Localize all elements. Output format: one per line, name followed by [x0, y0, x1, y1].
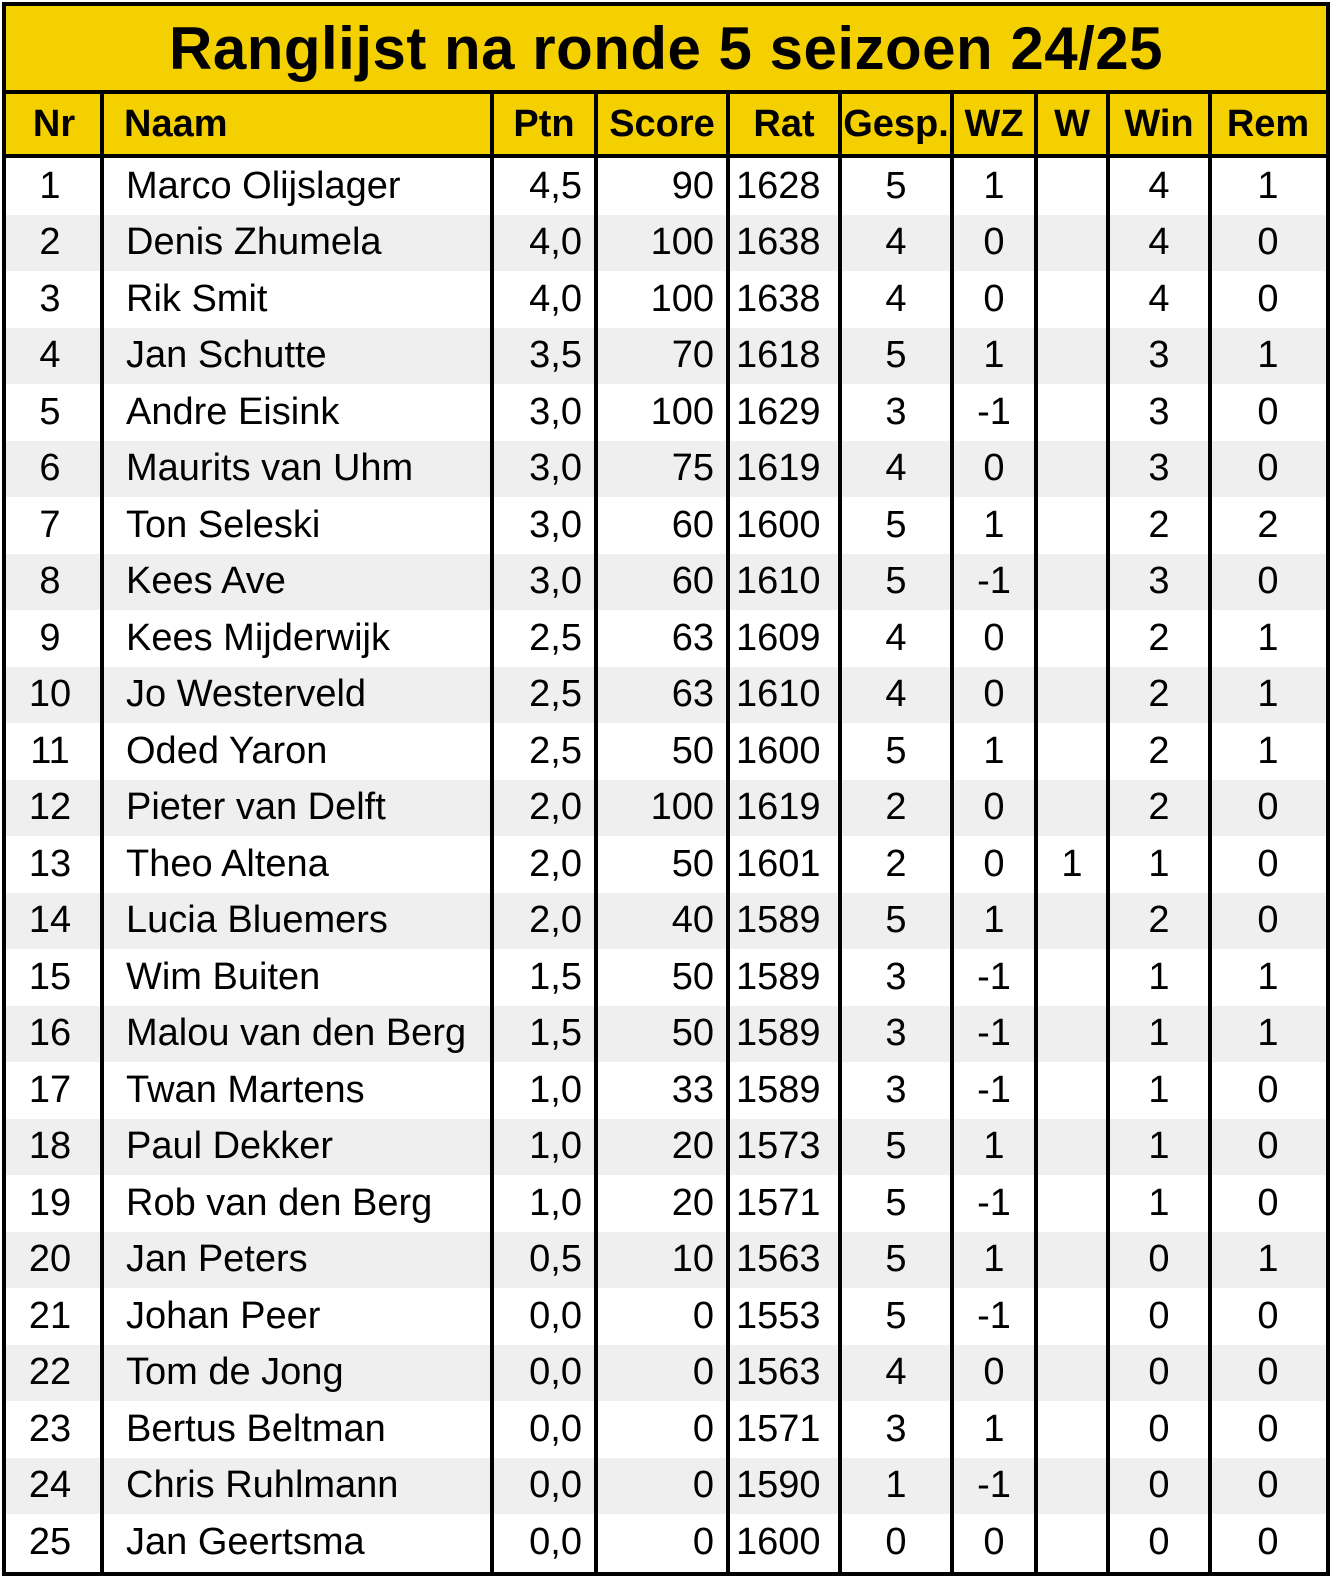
header-ptn: Ptn	[492, 94, 596, 156]
cell-ptn: 4,5	[529, 164, 582, 207]
cell-rat: 1563	[728, 1345, 840, 1402]
cell-rem: 1	[1257, 729, 1279, 772]
cell-ptn: 1,0	[529, 1068, 582, 1111]
cell-wz: -1	[952, 554, 1036, 611]
cell-naam: Marco Olijslager	[126, 164, 401, 207]
cell-win: 2	[1108, 667, 1210, 724]
cell-win: 0	[1108, 1458, 1210, 1515]
cell-rat: 1589	[728, 893, 840, 950]
cell-gesp: 3	[885, 390, 907, 433]
cell-rat: 1589	[736, 1068, 821, 1111]
cell-rat: 1571	[736, 1407, 821, 1450]
column-divider	[100, 94, 104, 1576]
cell-win: 2	[1148, 616, 1170, 659]
cell-wz: -1	[977, 1294, 1011, 1337]
cell-rat: 1619	[728, 441, 840, 498]
cell-rem: 0	[1210, 1345, 1326, 1402]
cell-naam: Twan Martens	[126, 1068, 365, 1111]
header-win: Win	[1108, 94, 1210, 156]
column-divider	[1208, 94, 1212, 1576]
cell-gesp: 5	[885, 1294, 907, 1337]
column-divider	[838, 94, 842, 1576]
cell-rem: 0	[1257, 1407, 1279, 1450]
cell-score: 50	[671, 955, 714, 998]
cell-rat: 1571	[736, 1181, 821, 1224]
cell-nr: 23	[28, 1407, 72, 1450]
cell-ptn: 1,5	[529, 955, 582, 998]
cell-score: 0	[692, 1520, 714, 1563]
cell-gesp: 4	[885, 616, 907, 659]
column-dividers	[6, 94, 1326, 1576]
cell-win: 3	[1108, 554, 1210, 611]
cell-nr: 17	[28, 1068, 72, 1111]
cell-ptn: 1,5	[492, 1006, 596, 1063]
cell-rat: 1638	[736, 277, 821, 320]
cell-win: 0	[1108, 1232, 1210, 1289]
cell-naam: Chris Ruhlmann	[102, 1458, 492, 1515]
cell-naam: Jan Schutte	[102, 328, 492, 385]
cell-ptn: 4,0	[529, 277, 582, 320]
cell-score: 60	[671, 503, 714, 546]
cell-naam: Jan Peters	[102, 1232, 492, 1289]
cell-rat: 1638	[728, 215, 840, 272]
cell-gesp: 5	[840, 1232, 952, 1289]
cell-gesp: 5	[840, 1119, 952, 1176]
cell-win: 2	[1148, 503, 1170, 546]
cell-wz: 0	[983, 616, 1005, 659]
cell-score: 50	[671, 842, 714, 885]
column-divider	[950, 94, 954, 1576]
cell-wz: 0	[952, 667, 1036, 724]
cell-gesp: 5	[840, 554, 952, 611]
cell-win: 1	[1108, 1006, 1210, 1063]
cell-win: 1	[1148, 955, 1170, 998]
cell-nr: 3	[39, 277, 61, 320]
cell-nr: 5	[39, 390, 61, 433]
cell-naam: Lucia Bluemers	[102, 893, 492, 950]
cell-nr: 21	[28, 1294, 72, 1337]
cell-wz: 0	[952, 1345, 1036, 1402]
cell-rem: 1	[1257, 955, 1279, 998]
header-nr: Nr	[6, 94, 102, 156]
cell-ptn: 2,5	[529, 729, 582, 772]
cell-nr: 24	[6, 1458, 102, 1515]
cell-nr: 2	[6, 215, 102, 272]
cell-rat: 1601	[736, 842, 821, 885]
cell-wz: 1	[952, 328, 1036, 385]
cell-score: 75	[596, 441, 728, 498]
cell-ptn: 0,0	[492, 1458, 596, 1515]
cell-ptn: 1,0	[492, 1119, 596, 1176]
cell-rat: 1629	[736, 390, 821, 433]
cell-gesp: 3	[885, 955, 907, 998]
cell-wz: 0	[952, 215, 1036, 272]
cell-score: 33	[671, 1068, 714, 1111]
cell-win: 1	[1108, 1119, 1210, 1176]
cell-win: 3	[1108, 328, 1210, 385]
cell-nr: 10	[6, 667, 102, 724]
column-divider	[1106, 94, 1110, 1576]
cell-win: 0	[1108, 1345, 1210, 1402]
cell-gesp: 5	[840, 328, 952, 385]
ranking-sheet	[2, 2, 1330, 1576]
cell-rat: 1619	[728, 780, 840, 837]
cell-wz: 0	[983, 277, 1005, 320]
cell-score: 50	[596, 1006, 728, 1063]
header-w: W	[1036, 94, 1108, 156]
cell-gesp: 4	[840, 441, 952, 498]
cell-score: 0	[692, 1294, 714, 1337]
cell-nr: 13	[28, 842, 72, 885]
cell-ptn: 4,0	[492, 215, 596, 272]
header-rem: Rem	[1210, 94, 1326, 156]
cell-score: 100	[650, 390, 714, 433]
cell-wz: -1	[952, 1458, 1036, 1515]
cell-rem: 0	[1257, 1181, 1279, 1224]
column-divider	[726, 94, 730, 1576]
cell-wz: 1	[952, 1119, 1036, 1176]
cell-rem: 1	[1210, 1232, 1326, 1289]
cell-rat: 1609	[736, 616, 821, 659]
cell-rem: 0	[1257, 277, 1279, 320]
cell-gesp: 3	[885, 1068, 907, 1111]
cell-score: 0	[692, 1407, 714, 1450]
cell-rat: 1610	[728, 554, 840, 611]
cell-rat: 1563	[728, 1232, 840, 1289]
cell-nr: 4	[6, 328, 102, 385]
cell-score: 100	[596, 780, 728, 837]
cell-gesp: 4	[885, 277, 907, 320]
cell-win: 3	[1148, 390, 1170, 433]
cell-rat: 1589	[736, 955, 821, 998]
cell-score: 70	[596, 328, 728, 385]
cell-ptn: 0,0	[492, 1345, 596, 1402]
cell-rem: 0	[1210, 1458, 1326, 1515]
cell-rem: 0	[1257, 1068, 1279, 1111]
cell-ptn: 2,5	[492, 667, 596, 724]
header-wz: WZ	[952, 94, 1036, 156]
cell-gesp: 3	[885, 1407, 907, 1450]
cell-naam: Tom de Jong	[102, 1345, 492, 1402]
cell-naam: Kees Mijderwijk	[126, 616, 390, 659]
cell-gesp: 4	[840, 1345, 952, 1402]
cell-nr: 11	[30, 729, 70, 772]
cell-rat: 1590	[728, 1458, 840, 1515]
column-divider	[594, 94, 598, 1576]
header-rat: Rat	[728, 94, 840, 156]
cell-rat: 1618	[728, 328, 840, 385]
cell-ptn: 3,0	[492, 441, 596, 498]
cell-nr: 15	[28, 955, 72, 998]
cell-win: 0	[1148, 1294, 1170, 1337]
header-score: Score	[596, 94, 728, 156]
cell-win: 1	[1148, 1068, 1170, 1111]
cell-naam: Theo Altena	[126, 842, 329, 885]
cell-rat: 1553	[736, 1294, 821, 1337]
cell-rat: 1589	[728, 1006, 840, 1063]
cell-nr: 7	[39, 503, 61, 546]
cell-score: 100	[650, 277, 714, 320]
cell-score: 20	[596, 1119, 728, 1176]
cell-naam: Maurits van Uhm	[102, 441, 492, 498]
cell-ptn: 3,0	[529, 503, 582, 546]
cell-rem: 0	[1210, 1119, 1326, 1176]
cell-rat: 1600	[736, 729, 821, 772]
cell-wz: -1	[952, 1006, 1036, 1063]
cell-ptn: 0,0	[529, 1294, 582, 1337]
cell-gesp: 5	[885, 729, 907, 772]
cell-naam: Jo Westerveld	[102, 667, 492, 724]
cell-naam: Wim Buiten	[126, 955, 321, 998]
cell-naam: Malou van den Berg	[102, 1006, 492, 1063]
header-naam: Naam	[102, 94, 492, 156]
cell-gesp: 3	[840, 1006, 952, 1063]
cell-nr: 16	[6, 1006, 102, 1063]
cell-win: 3	[1108, 441, 1210, 498]
cell-gesp: 5	[840, 893, 952, 950]
cell-nr: 18	[6, 1119, 102, 1176]
cell-rem: 1	[1257, 164, 1279, 207]
cell-naam: Johan Peer	[126, 1294, 321, 1337]
cell-ptn: 0,0	[529, 1520, 582, 1563]
cell-rat: 1573	[728, 1119, 840, 1176]
cell-gesp: 5	[885, 164, 907, 207]
cell-ptn: 0,5	[492, 1232, 596, 1289]
cell-wz: 0	[983, 1520, 1005, 1563]
cell-wz: 1	[952, 1232, 1036, 1289]
cell-rem: 0	[1257, 1520, 1279, 1563]
cell-gesp: 0	[885, 1520, 907, 1563]
cell-score: 60	[596, 554, 728, 611]
cell-score: 10	[596, 1232, 728, 1289]
cell-ptn: 3,0	[492, 554, 596, 611]
cell-naam: Rob van den Berg	[126, 1181, 433, 1224]
cell-nr: 20	[6, 1232, 102, 1289]
cell-gesp: 5	[885, 1181, 907, 1224]
cell-naam: Andre Eisink	[126, 390, 340, 433]
cell-gesp: 5	[885, 503, 907, 546]
cell-naam: Pieter van Delft	[102, 780, 492, 837]
cell-gesp: 2	[885, 842, 907, 885]
cell-gesp: 2	[840, 780, 952, 837]
cell-wz: 0	[952, 441, 1036, 498]
cell-win: 4	[1148, 277, 1170, 320]
cell-ptn: 2,0	[492, 780, 596, 837]
cell-nr: 12	[6, 780, 102, 837]
cell-win: 0	[1148, 1407, 1170, 1450]
cell-nr: 22	[6, 1345, 102, 1402]
cell-score: 63	[596, 667, 728, 724]
cell-ptn: 0,0	[529, 1407, 582, 1450]
cell-win: 4	[1148, 164, 1170, 207]
cell-score: 0	[596, 1458, 728, 1515]
cell-wz: 1	[983, 164, 1005, 207]
cell-score: 63	[671, 616, 714, 659]
cell-rat: 1600	[736, 1520, 821, 1563]
cell-naam: Jan Geertsma	[126, 1520, 365, 1563]
cell-w: 1	[1061, 842, 1083, 885]
cell-rem: 1	[1210, 1006, 1326, 1063]
header-gesp: Gesp.	[840, 94, 952, 156]
cell-gesp: 4	[840, 667, 952, 724]
column-divider	[1034, 94, 1038, 1576]
cell-rem: 0	[1210, 215, 1326, 272]
column-divider	[490, 94, 494, 1576]
cell-win: 2	[1108, 893, 1210, 950]
cell-wz: 1	[983, 729, 1005, 772]
cell-naam: Denis Zhumela	[102, 215, 492, 272]
cell-wz: 0	[983, 842, 1005, 885]
cell-score: 50	[671, 729, 714, 772]
cell-rem: 0	[1257, 1294, 1279, 1337]
cell-rem: 0	[1210, 554, 1326, 611]
cell-score: 90	[671, 164, 714, 207]
cell-rem: 1	[1210, 328, 1326, 385]
cell-rat: 1610	[728, 667, 840, 724]
cell-gesp: 4	[840, 215, 952, 272]
cell-wz: 1	[983, 503, 1005, 546]
cell-rem: 0	[1210, 893, 1326, 950]
cell-win: 1	[1148, 842, 1170, 885]
cell-naam: Oded Yaron	[126, 729, 328, 772]
cell-gesp: 1	[840, 1458, 952, 1515]
cell-naam: Paul Dekker	[102, 1119, 492, 1176]
cell-nr: 14	[6, 893, 102, 950]
cell-ptn: 2,5	[529, 616, 582, 659]
cell-rat: 1600	[736, 503, 821, 546]
cell-rem: 1	[1210, 667, 1326, 724]
cell-win: 1	[1148, 1181, 1170, 1224]
cell-nr: 25	[28, 1520, 72, 1563]
cell-ptn: 3,5	[492, 328, 596, 385]
cell-rat: 1628	[736, 164, 821, 207]
cell-rem: 0	[1210, 441, 1326, 498]
cell-rem: 2	[1257, 503, 1279, 546]
cell-win: 0	[1148, 1520, 1170, 1563]
cell-rem: 0	[1257, 390, 1279, 433]
cell-wz: 0	[952, 780, 1036, 837]
cell-score: 20	[671, 1181, 714, 1224]
cell-wz: 1	[983, 1407, 1005, 1450]
cell-rem: 1	[1257, 616, 1279, 659]
cell-rem: 0	[1257, 842, 1279, 885]
cell-score: 40	[596, 893, 728, 950]
cell-naam: Ton Seleski	[126, 503, 321, 546]
cell-ptn: 2,0	[529, 842, 582, 885]
cell-win: 4	[1108, 215, 1210, 272]
cell-nr: 19	[28, 1181, 72, 1224]
cell-naam: Rik Smit	[126, 277, 268, 320]
cell-nr: 9	[39, 616, 61, 659]
cell-nr: 1	[39, 164, 61, 207]
cell-score: 0	[596, 1345, 728, 1402]
cell-wz: -1	[977, 1068, 1011, 1111]
cell-win: 2	[1108, 780, 1210, 837]
cell-score: 100	[596, 215, 728, 272]
cell-nr: 6	[6, 441, 102, 498]
cell-wz: 1	[952, 893, 1036, 950]
cell-rem: 0	[1210, 780, 1326, 837]
cell-wz: -1	[977, 390, 1011, 433]
cell-wz: -1	[977, 955, 1011, 998]
cell-ptn: 2,0	[492, 893, 596, 950]
cell-win: 2	[1148, 729, 1170, 772]
cell-nr: 8	[6, 554, 102, 611]
cell-wz: -1	[977, 1181, 1011, 1224]
cell-ptn: 1,0	[529, 1181, 582, 1224]
page-title: Ranglijst na ronde 5 seizoen 24/25	[6, 6, 1326, 94]
cell-naam: Bertus Beltman	[126, 1407, 386, 1450]
cell-naam: Kees Ave	[102, 554, 492, 611]
cell-ptn: 3,0	[529, 390, 582, 433]
